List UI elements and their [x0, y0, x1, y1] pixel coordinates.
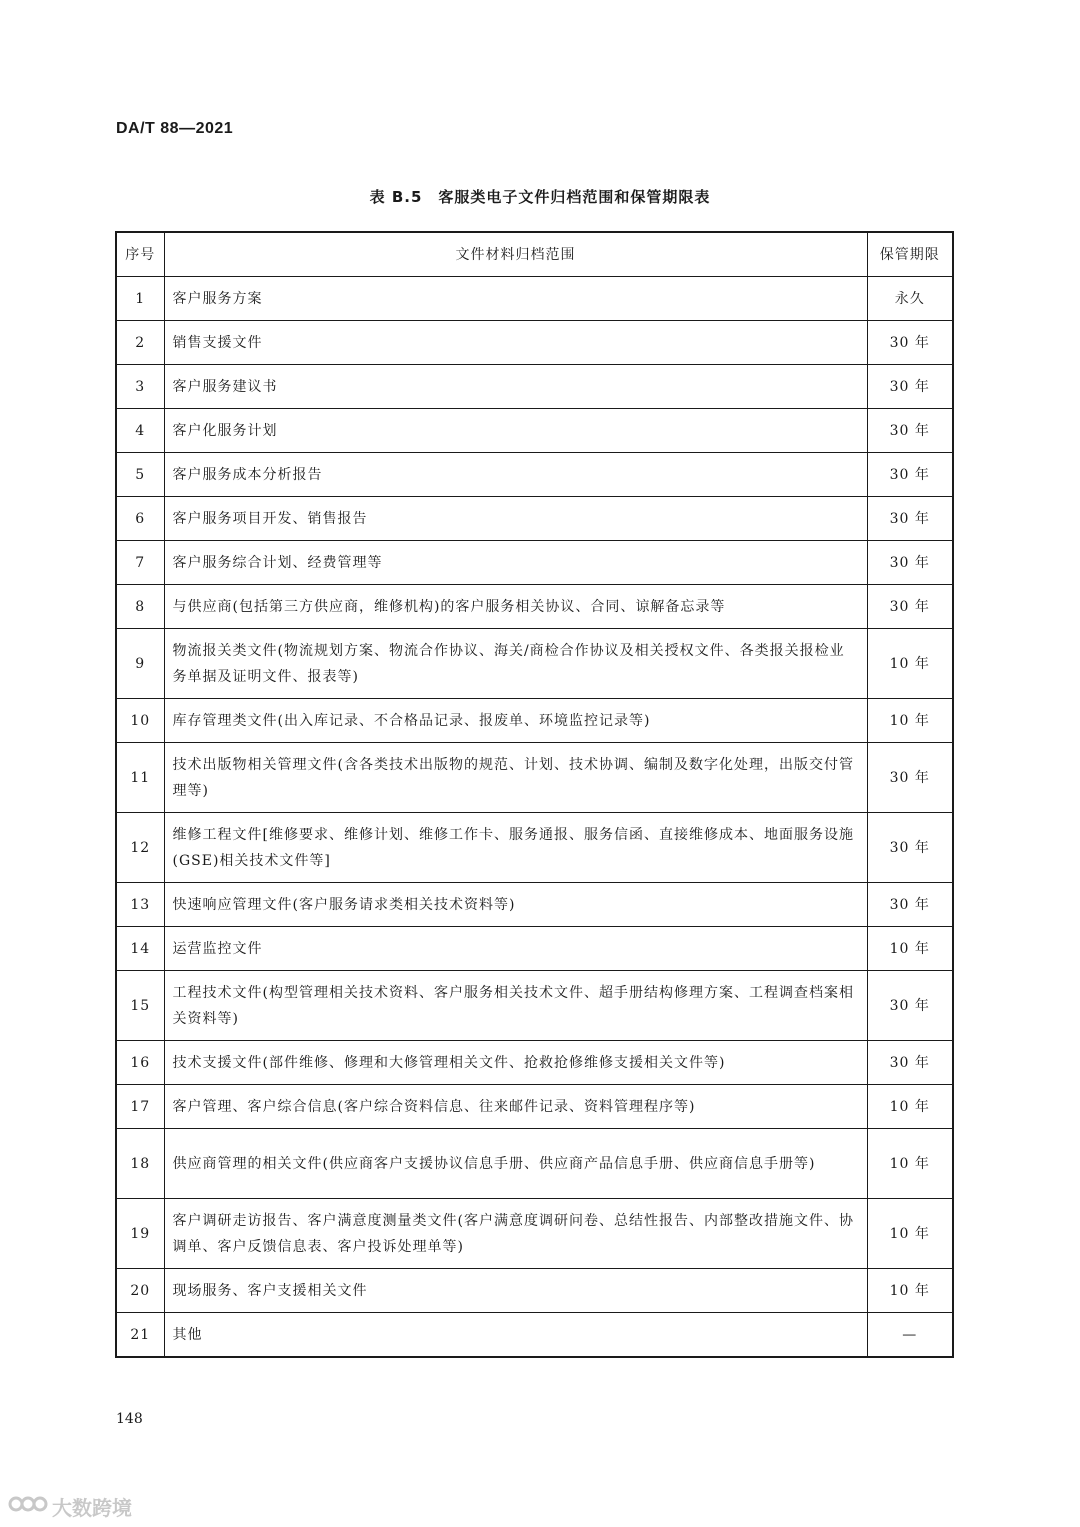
row-period: 30 年	[867, 365, 953, 409]
table-row	[116, 1269, 953, 1313]
table-row	[116, 497, 953, 541]
table-header-row	[116, 232, 953, 277]
table-title: 表 B.5 客服类电子文件归档范围和保管期限表	[369, 188, 711, 206]
row-period: 10 年	[867, 1269, 953, 1313]
row-scope: 客户服务成本分析报告	[164, 453, 867, 497]
table-row	[116, 1313, 953, 1358]
row-no: 3	[116, 365, 164, 409]
row-no: 7	[116, 541, 164, 585]
row-no: 12	[116, 813, 164, 883]
column-header-period: 保管期限	[867, 232, 953, 277]
row-scope: 运营监控文件	[164, 927, 867, 971]
row-scope: 维修工程文件[维修要求、维修计划、维修工作卡、服务通报、服务信函、直接维修成本、地面服务设施(GSE)相关技术文件等]	[164, 813, 867, 883]
table-row	[116, 409, 953, 453]
row-no: 21	[116, 1313, 164, 1358]
row-no: 20	[116, 1269, 164, 1313]
row-scope: 供应商管理的相关文件(供应商客户支援协议信息手册、供应商产品信息手册、供应商信息手册等)	[164, 1129, 867, 1199]
row-scope: 客户服务建议书	[164, 365, 867, 409]
row-no: 19	[116, 1199, 164, 1269]
logo-icon	[8, 1492, 48, 1521]
table-row	[116, 1129, 953, 1199]
row-scope: 技术支援文件(部件维修、修理和大修管理相关文件、抢救抢修维修支援相关文件等)	[164, 1041, 867, 1085]
row-scope: 快速响应管理文件(客户服务请求类相关技术资料等)	[164, 883, 867, 927]
row-scope: 客户服务综合计划、经费管理等	[164, 541, 867, 585]
table-row	[116, 927, 953, 971]
row-period: 30 年	[867, 585, 953, 629]
table-row	[116, 629, 953, 699]
table-row	[116, 1085, 953, 1129]
row-no: 15	[116, 971, 164, 1041]
row-no: 6	[116, 497, 164, 541]
row-scope: 销售支援文件	[164, 321, 867, 365]
row-period: 10 年	[867, 1129, 953, 1199]
row-scope: 其他	[164, 1313, 867, 1358]
row-no: 13	[116, 883, 164, 927]
retention-table	[115, 231, 954, 1358]
row-scope: 现场服务、客户支援相关文件	[164, 1269, 867, 1313]
row-period: 30 年	[867, 971, 953, 1041]
row-period: 30 年	[867, 321, 953, 365]
row-no: 5	[116, 453, 164, 497]
row-period: 10 年	[867, 1199, 953, 1269]
row-period: 30 年	[867, 453, 953, 497]
row-no: 14	[116, 927, 164, 971]
table-row	[116, 743, 953, 813]
row-scope: 技术出版物相关管理文件(含各类技术出版物的规范、计划、技术协调、编制及数字化处理，出版交付管理等)	[164, 743, 867, 813]
row-period: 30 年	[867, 813, 953, 883]
row-scope: 物流报关类文件(物流规划方案、物流合作协议、海关/商检合作协议及相关授权文件、各类报关报检业务单据及证明文件、报表等)	[164, 629, 867, 699]
row-scope: 客户服务方案	[164, 277, 867, 321]
row-period: 30 年	[867, 541, 953, 585]
column-header-no: 序号	[116, 232, 164, 277]
row-no: 18	[116, 1129, 164, 1199]
row-period: 30 年	[867, 497, 953, 541]
table-row	[116, 971, 953, 1041]
table-row	[116, 585, 953, 629]
row-period: 10 年	[867, 629, 953, 699]
row-no: 17	[116, 1085, 164, 1129]
table-row	[116, 321, 953, 365]
table-row	[116, 541, 953, 585]
row-no: 10	[116, 699, 164, 743]
row-no: 1	[116, 277, 164, 321]
standard-code: DA/T 88—2021	[116, 120, 234, 137]
table-row	[116, 1041, 953, 1085]
row-period: 10 年	[867, 1085, 953, 1129]
row-period: 永久	[867, 277, 953, 321]
row-scope: 库存管理类文件(出入库记录、不合格品记录、报废单、环境监控记录等)	[164, 699, 867, 743]
row-scope: 客户化服务计划	[164, 409, 867, 453]
row-scope: 工程技术文件(构型管理相关技术资料、客户服务相关技术文件、超手册结构修理方案、工程调查档案相关资料等)	[164, 971, 867, 1041]
row-period: 30 年	[867, 743, 953, 813]
page-number: 148	[116, 1411, 143, 1427]
row-no: 4	[116, 409, 164, 453]
row-scope: 客户服务项目开发、销售报告	[164, 497, 867, 541]
row-no: 11	[116, 743, 164, 813]
row-period: 30 年	[867, 409, 953, 453]
column-header-scope: 文件材料归档范围	[164, 232, 867, 277]
row-no: 8	[116, 585, 164, 629]
watermark-text: 大数跨境	[52, 1496, 132, 1520]
row-scope: 客户管理、客户综合信息(客户综合资料信息、往来邮件记录、资料管理程序等)	[164, 1085, 867, 1129]
row-no: 2	[116, 321, 164, 365]
table-row	[116, 365, 953, 409]
row-period: 10 年	[867, 927, 953, 971]
table-row	[116, 699, 953, 743]
row-scope: 客户调研走访报告、客户满意度测量类文件(客户满意度调研问卷、总结性报告、内部整改措施文件、协调单、客户反馈信息表、客户投诉处理单等)	[164, 1199, 867, 1269]
row-period: 30 年	[867, 883, 953, 927]
row-no: 16	[116, 1041, 164, 1085]
table-row	[116, 813, 953, 883]
table-row	[116, 453, 953, 497]
row-period: —	[867, 1313, 953, 1358]
table-row	[116, 1199, 953, 1269]
row-period: 10 年	[867, 699, 953, 743]
table-row	[116, 277, 953, 321]
row-scope: 与供应商(包括第三方供应商，维修机构)的客户服务相关协议、合同、谅解备忘录等	[164, 585, 867, 629]
watermark	[8, 1492, 132, 1521]
row-no: 9	[116, 629, 164, 699]
row-period: 30 年	[867, 1041, 953, 1085]
table-row	[116, 883, 953, 927]
